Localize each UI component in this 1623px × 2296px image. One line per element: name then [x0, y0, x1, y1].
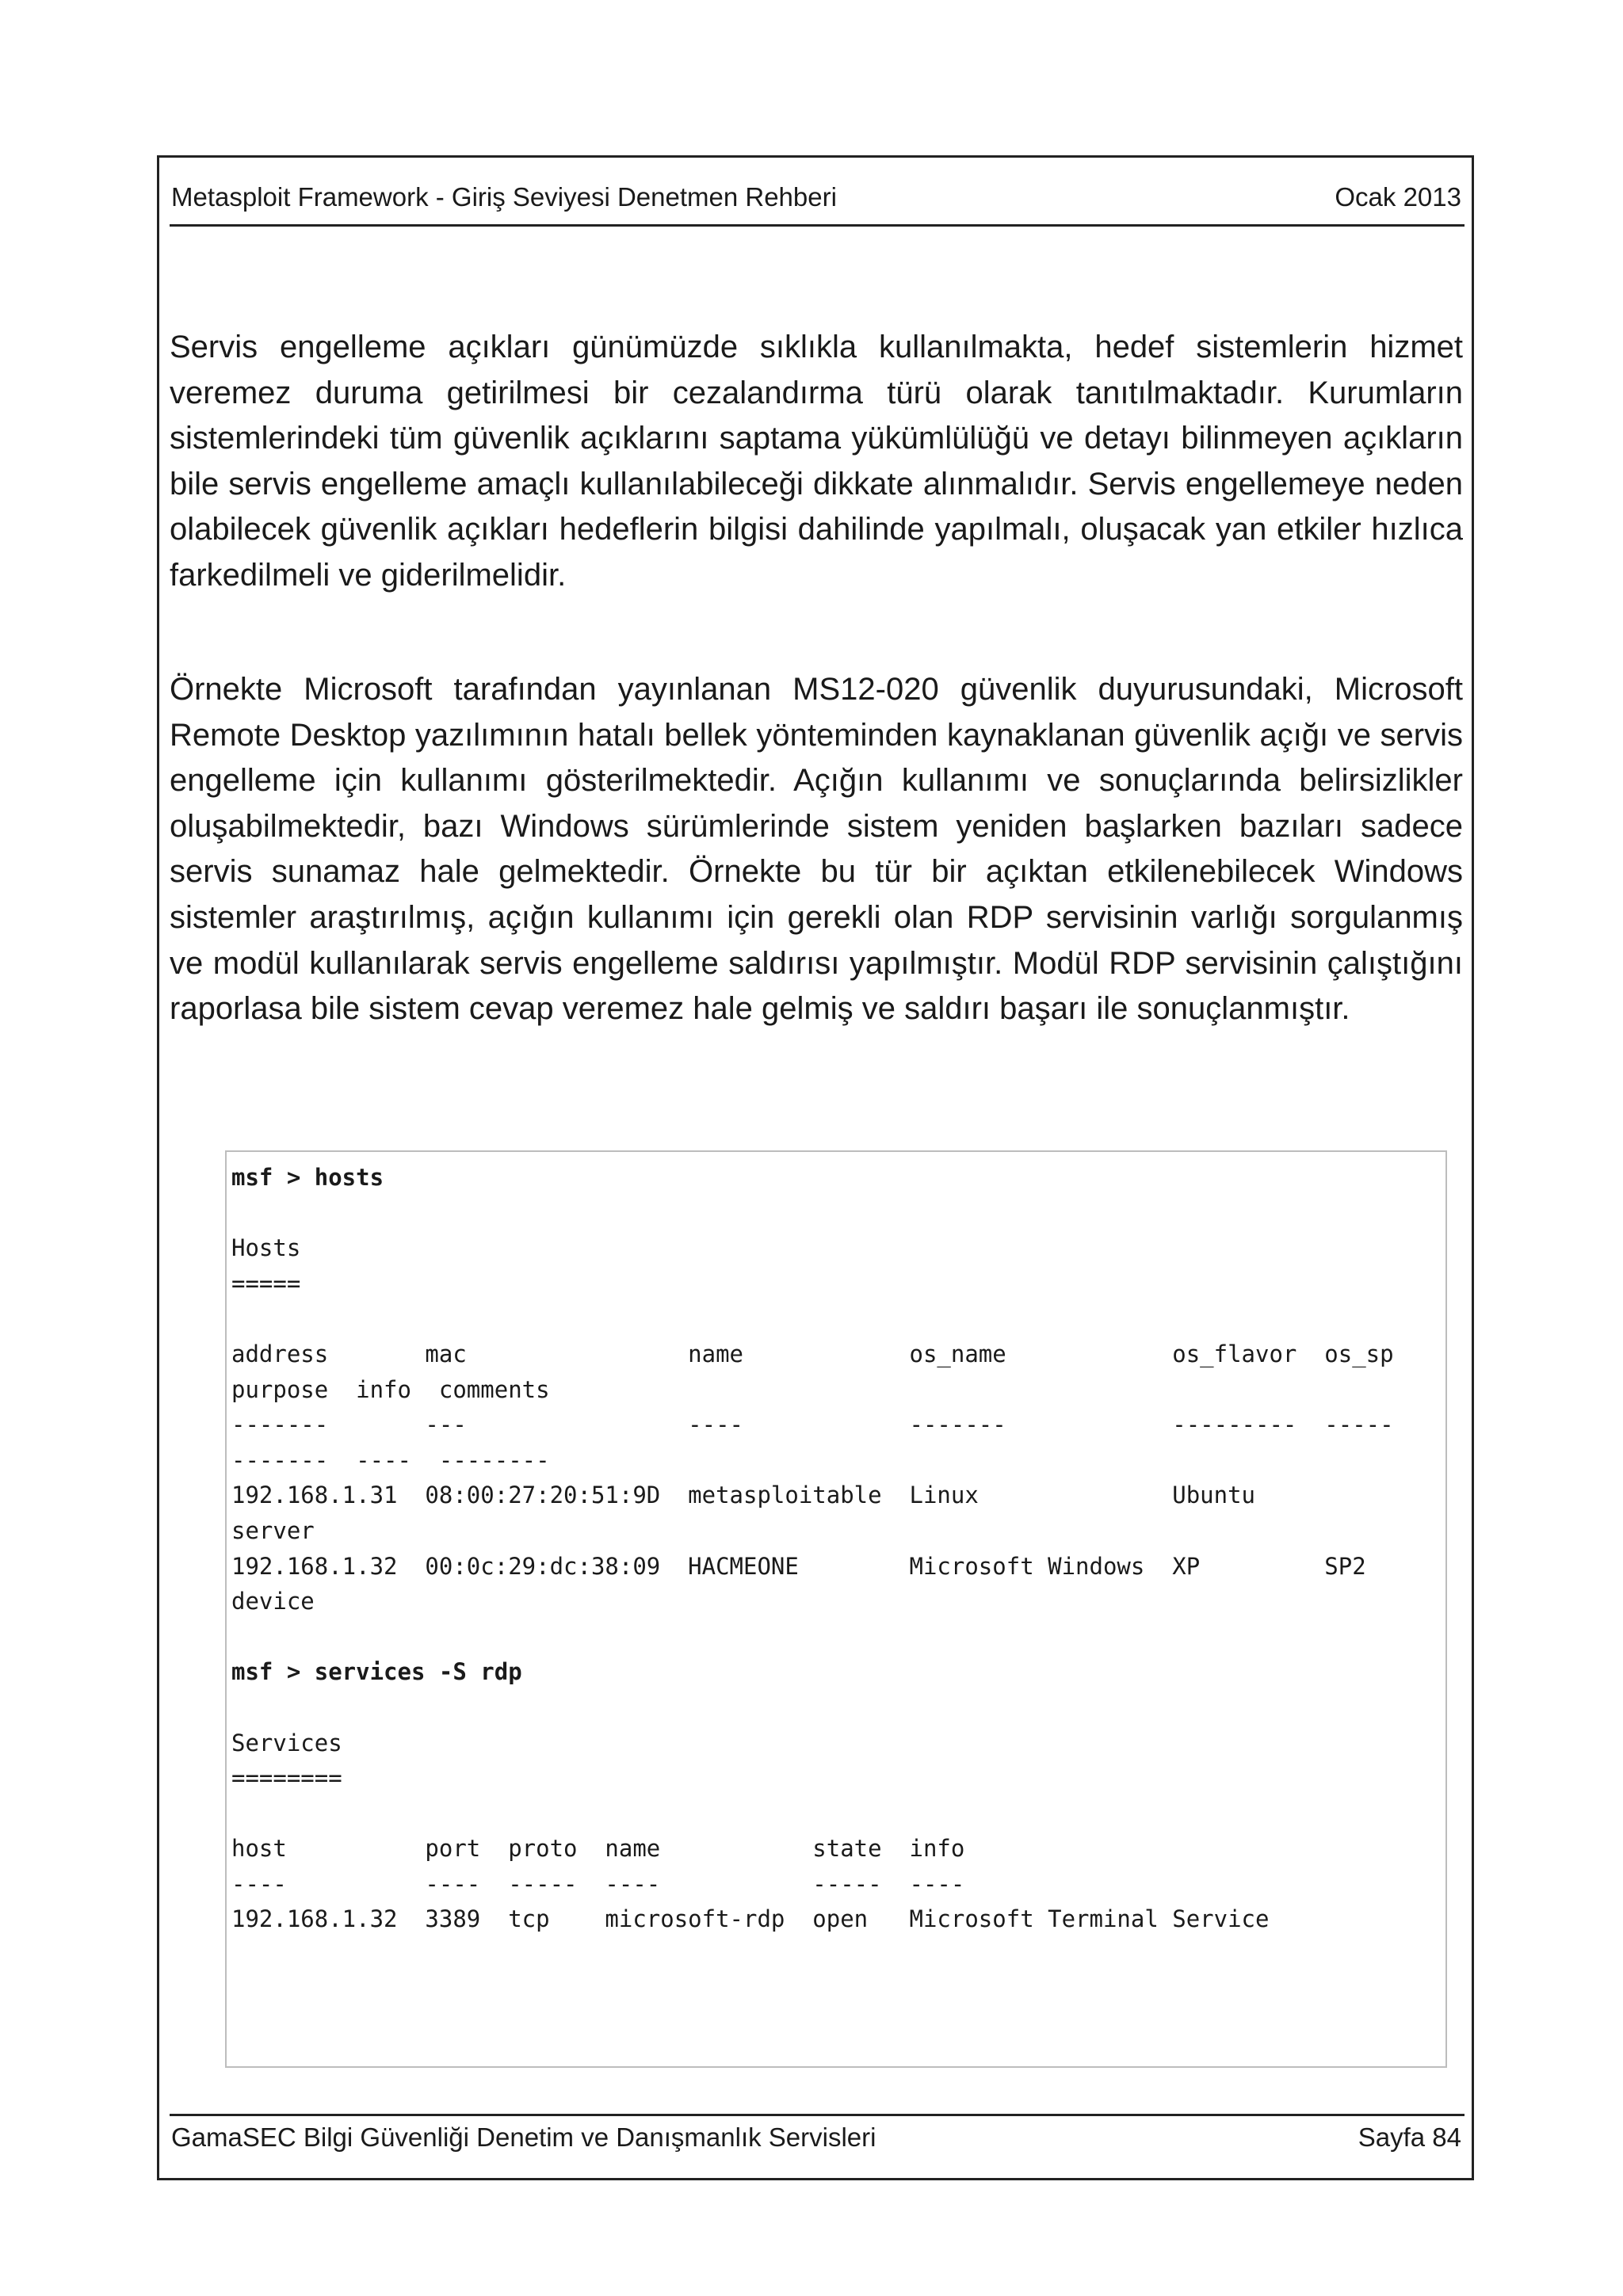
terminal-output-line	[231, 1796, 1394, 1832]
terminal-output-line: 192.168.1.32 00:0c:29:dc:38:09 HACMEONE Microsoft Windows XP SP2	[231, 1552, 1366, 1580]
terminal-output-line: Hosts	[231, 1234, 301, 1262]
page-number: Sayfa 84	[1358, 2122, 1461, 2152]
terminal-output-line: ---- ---- ----- ---- ----- ----	[231, 1870, 965, 1897]
body-paragraph-1: Servis engelleme açıkları günümüzde sıklıkla kullanılmakta, hedef sistemlerin hizmet veremez duruma getirilmesi bir cezalandırma türü olarak tanıtılmaktadır. Kurumların sistemlerindeki tüm güvenlik açıklarını saptama yükümlülüğü ve detayı bilinmeyen açıkların bile servis engelleme amaçlı kullanılabileceği dikkate alınmalıdır. Servis engellemeye neden olabilecek güvenlik açıkları hedeflerin bilgisi dahilinde yapılmalı, oluşacak yan etkiler hızlıca farkedilmeli ve giderilmelidir.	[170, 330, 1463, 593]
terminal-output-line: ------- ---- --------	[231, 1446, 550, 1474]
terminal-output-line: host port proto name state info	[231, 1835, 965, 1863]
terminal-output-line: 192.168.1.32 3389 tcp microsoft-rdp open Microsoft Terminal Service	[231, 1905, 1270, 1933]
page-footer	[170, 2114, 1465, 2161]
terminal-output-line: purpose info comments	[231, 1375, 550, 1403]
terminal-output-line: ------- --- ---- ------- --------- -----	[231, 1411, 1394, 1439]
footer-company: GamaSEC Bilgi Güvenliği Denetim ve Danışmanlık Servisleri	[171, 2122, 876, 2152]
terminal-output-line: Services	[231, 1729, 342, 1756]
terminal-output-line: =====	[231, 1269, 301, 1297]
document-date: Ocak 2013	[1335, 182, 1461, 212]
document-title: Metasploit Framework - Giriş Seviyesi Denetmen Rehberi	[171, 182, 837, 212]
terminal-output-line: ========	[231, 1764, 342, 1792]
terminal-output-line	[231, 1690, 1394, 1726]
terminal-output	[231, 1160, 1394, 1937]
body-paragraph-2: Örnekte Microsoft tarafından yayınlanan MS12-020 güvenlik duyurusundaki, Microsoft Remote Desktop yazılımının hatalı bellek yönteminden kaynaklanan güvenlik açığı ve servis engelleme için kullanımı gösterilmektedir. Açığın kullanımı ve sonuçlarında belirsizlikler oluşabilmektedir, bazı Windows sürümlerinde sistem yeniden başlarken bazıları sadece servis sunamaz hale gelmektedir. Örnekte bu tür bir açıktan etkilenebilecek Windows sistemler araştırılmış, açığın kullanımı için gerekli olan RDP servisinin varlığı sorgulanmış ve modül kullanılarak servis engelleme saldırısı yapılmıştır. Modül RDP servisinin çalıştığını raporlasa bile sistem cevap veremez hale gelmiş ve saldırı başarı ile sonuçlanmıştır.	[170, 672, 1463, 1027]
terminal-output-line: address mac name os_name os_flavor os_sp	[231, 1340, 1394, 1367]
terminal-command-line: msf > services -S rdp	[231, 1658, 522, 1686]
terminal-output-box	[225, 1150, 1447, 2068]
terminal-output-line: 192.168.1.31 08:00:27:20:51:9D metasploitable Linux Ubuntu	[231, 1482, 1256, 1509]
terminal-output-line: server	[231, 1516, 315, 1544]
terminal-command-line: msf > hosts	[231, 1164, 384, 1191]
page-header	[170, 179, 1465, 227]
terminal-output-line: device	[231, 1588, 315, 1615]
terminal-output-line	[231, 1196, 1394, 1231]
terminal-output-line	[231, 1619, 1394, 1655]
terminal-output-line	[231, 1301, 1394, 1337]
